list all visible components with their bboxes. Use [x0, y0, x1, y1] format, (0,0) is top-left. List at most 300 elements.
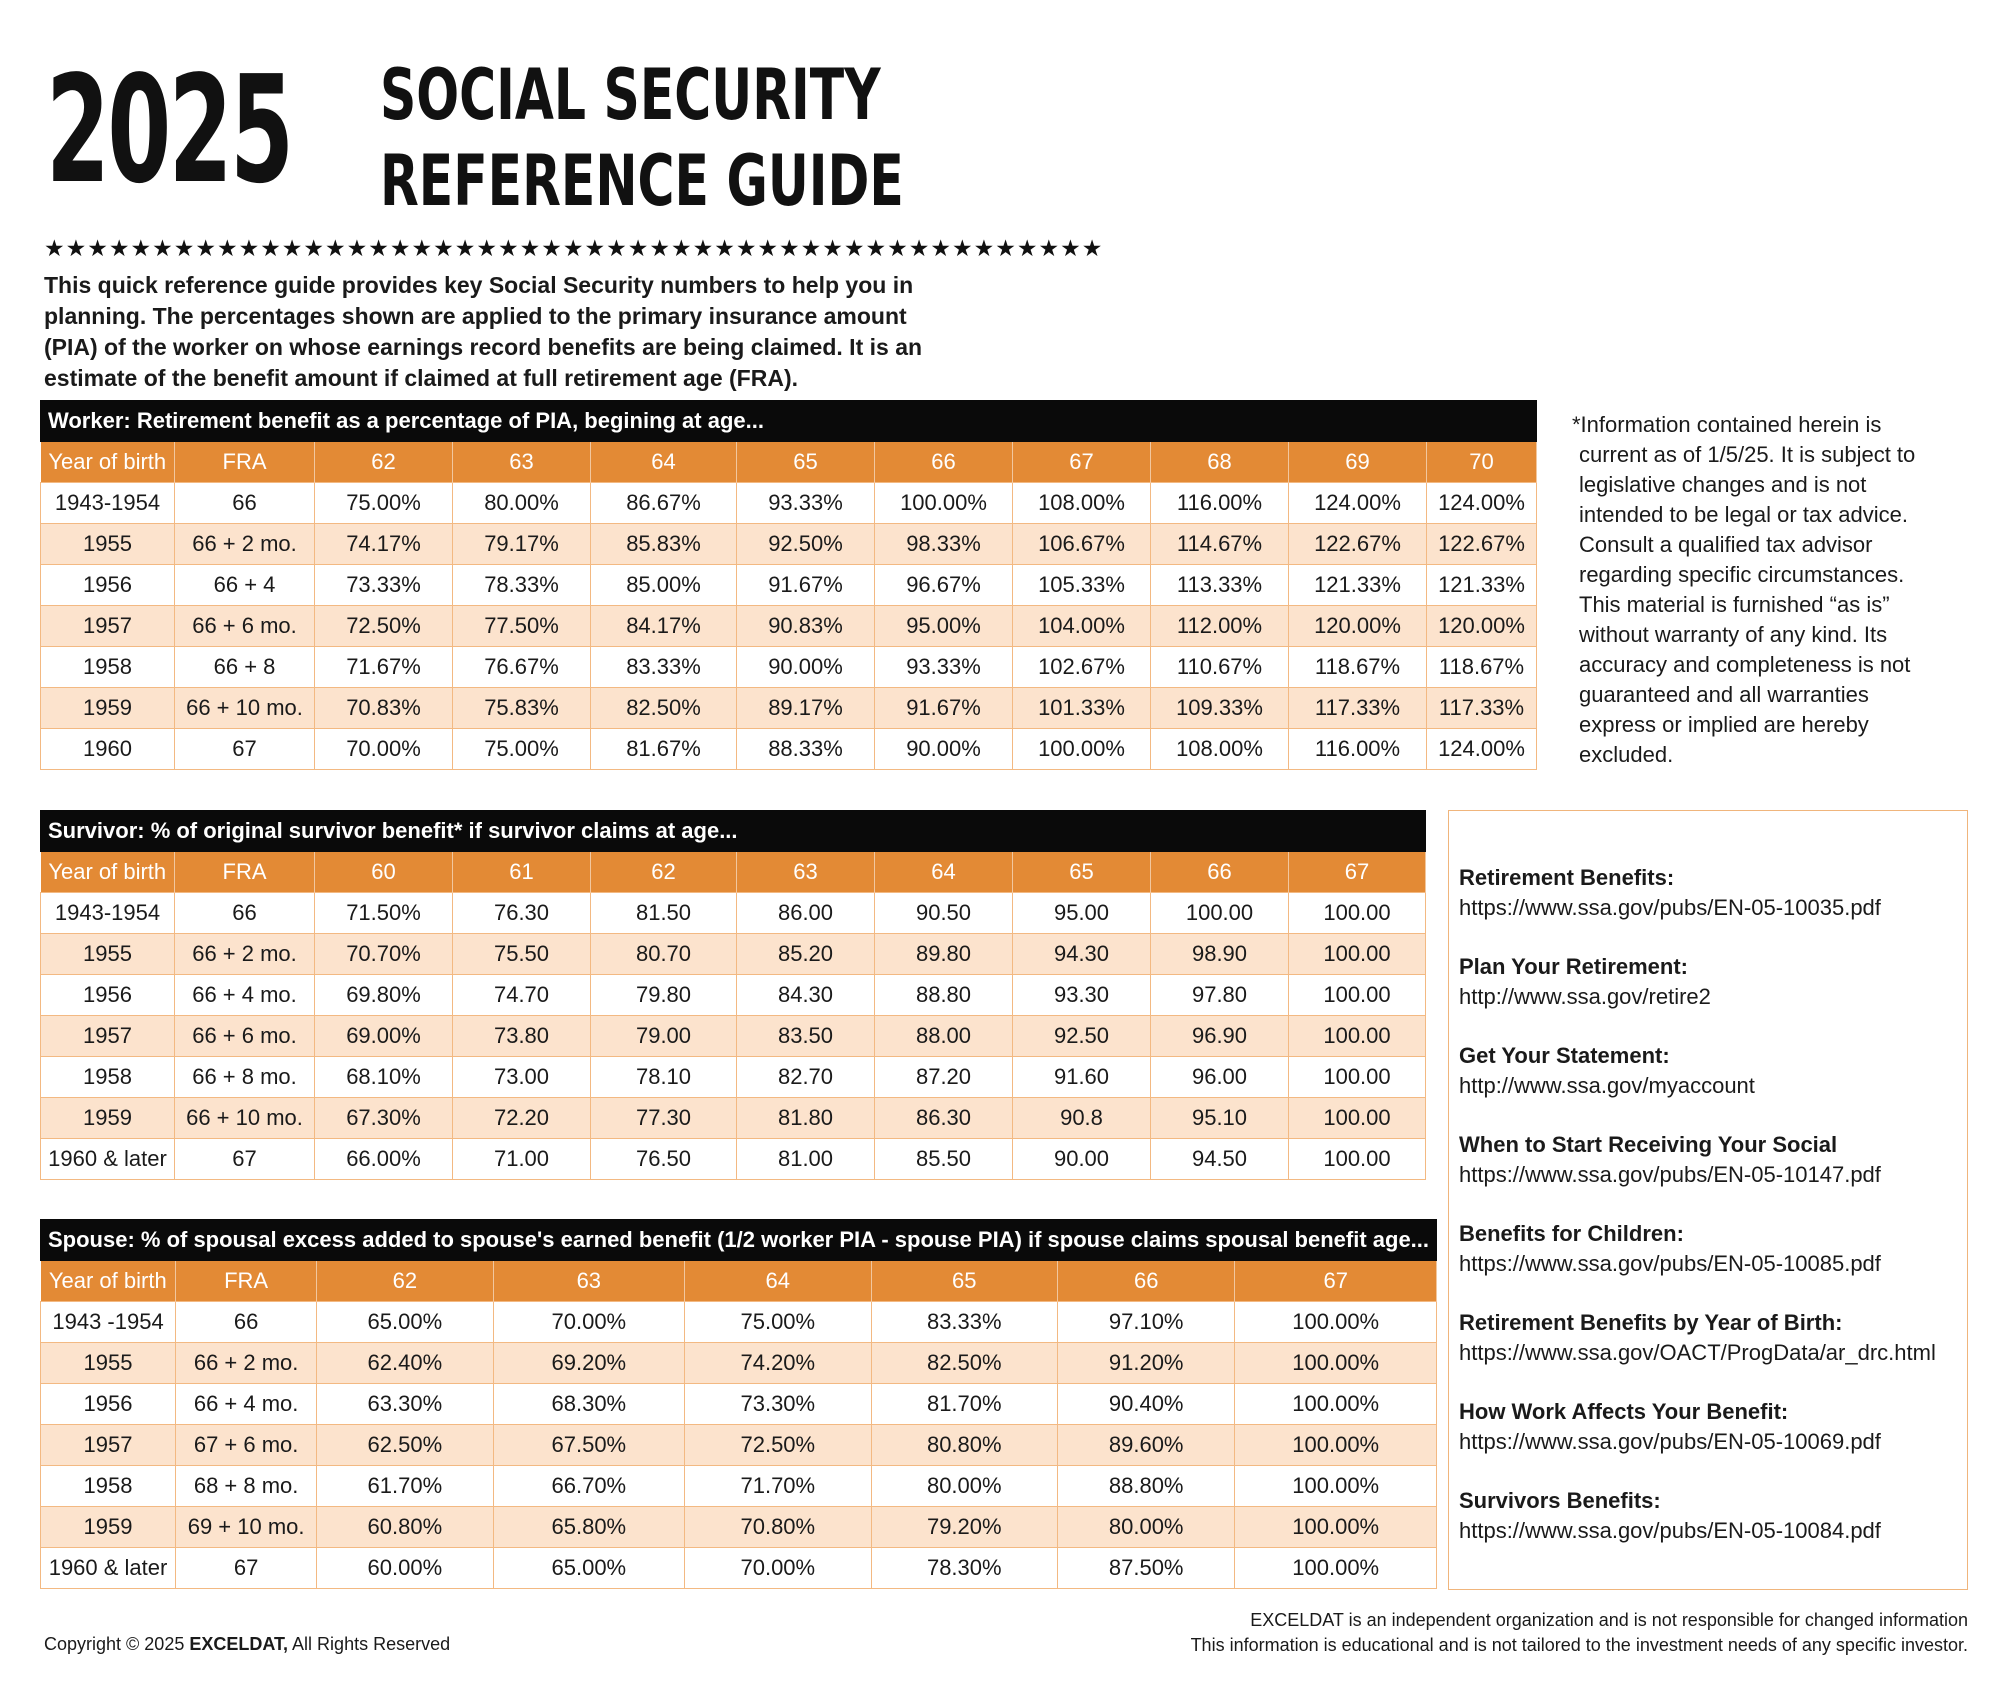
table-cell: 108.00%: [1013, 483, 1151, 524]
table-cell: 96.00: [1151, 1057, 1289, 1098]
table-cell: 80.00%: [871, 1466, 1057, 1507]
worker-header-cell: 68: [1151, 442, 1289, 483]
survivor-header-cell: Year of birth: [41, 852, 175, 893]
table-row: [41, 606, 1537, 647]
spouse-header-cell: 65: [871, 1261, 1057, 1302]
table-cell: 75.00%: [453, 729, 591, 770]
spouse-header-cell: Year of birth: [41, 1261, 176, 1302]
table-cell: 114.67%: [1151, 524, 1289, 565]
resource-link-item: [1459, 863, 1881, 923]
spouse-header-cell: 62: [317, 1261, 493, 1302]
table-cell: 66: [175, 483, 315, 524]
table-cell: 105.33%: [1013, 565, 1151, 606]
table-cell: 73.00: [453, 1057, 591, 1098]
table-row: [41, 893, 1426, 934]
table-cell: 63.30%: [317, 1384, 493, 1425]
table-cell: 88.00: [875, 1016, 1013, 1057]
table-cell: 79.20%: [871, 1507, 1057, 1548]
table-cell: 69 + 10 mo.: [176, 1507, 317, 1548]
worker-table-title: Worker: Retirement benefit as a percentage of PIA, begining at age...: [40, 400, 1537, 442]
resource-link-title: How Work Affects Your Benefit:: [1459, 1399, 1789, 1424]
table-row: [41, 729, 1537, 770]
table-cell: 66 + 6 mo.: [175, 1016, 315, 1057]
table-cell: 116.00%: [1289, 729, 1427, 770]
table-cell: 80.70: [591, 934, 737, 975]
resource-link-title: Plan Your Retirement:: [1459, 954, 1689, 979]
worker-header-cell: 67: [1013, 442, 1151, 483]
table-row: [41, 565, 1537, 606]
table-cell: 122.67%: [1427, 524, 1537, 565]
table-cell: 75.50: [453, 934, 591, 975]
table-cell: 74.20%: [685, 1343, 871, 1384]
table-cell: 73.80: [453, 1016, 591, 1057]
survivor-header-cell: 65: [1013, 852, 1151, 893]
table-cell: 90.83%: [737, 606, 875, 647]
table-cell: 97.80: [1151, 975, 1289, 1016]
table-cell: 93.33%: [875, 647, 1013, 688]
survivor-header-cell: 62: [591, 852, 737, 893]
table-cell: 124.00%: [1427, 729, 1537, 770]
table-cell: 66 + 2 mo.: [175, 934, 315, 975]
table-cell: 90.00: [1013, 1139, 1151, 1180]
table-cell: 1955: [41, 1343, 176, 1384]
table-cell: 100.00: [1289, 1016, 1426, 1057]
resource-link-item: [1459, 1041, 1755, 1101]
note-line: current as of 1/5/25. It is subject to: [1579, 442, 1916, 467]
table-cell: 124.00%: [1427, 483, 1537, 524]
table-cell: 83.33%: [591, 647, 737, 688]
table-cell: 68 + 8 mo.: [176, 1466, 317, 1507]
resource-link-title: Benefits for Children:: [1459, 1221, 1684, 1246]
worker-header-cell: FRA: [175, 442, 315, 483]
table-cell: 1958: [41, 647, 175, 688]
table-cell: 70.70%: [315, 934, 453, 975]
table-cell: 69.80%: [315, 975, 453, 1016]
table-cell: 117.33%: [1427, 688, 1537, 729]
resource-link-url[interactable]: http://www.ssa.gov/retire2: [1459, 984, 1711, 1009]
table-cell: 90.40%: [1058, 1384, 1235, 1425]
table-cell: 90.00%: [737, 647, 875, 688]
copyright-suffix: All Rights Reserved: [288, 1634, 451, 1654]
table-cell: 121.33%: [1427, 565, 1537, 606]
table-row: [41, 1302, 1437, 1343]
table-cell: 94.30: [1013, 934, 1151, 975]
table-cell: 87.50%: [1058, 1548, 1235, 1589]
page-title-line-1: SOCIAL SECURITY: [380, 54, 881, 136]
resource-link-title: Survivors Benefits:: [1459, 1488, 1661, 1513]
table-cell: 65.00%: [493, 1548, 685, 1589]
table-cell: 94.50: [1151, 1139, 1289, 1180]
worker-header-cell: 64: [591, 442, 737, 483]
table-cell: 90.8: [1013, 1098, 1151, 1139]
table-cell: 70.00%: [493, 1302, 685, 1343]
table-cell: 89.17%: [737, 688, 875, 729]
worker-header-cell: 62: [315, 442, 453, 483]
table-cell: 100.00%: [1235, 1507, 1437, 1548]
table-cell: 79.80: [591, 975, 737, 1016]
table-cell: 1959: [41, 688, 175, 729]
table-cell: 62.40%: [317, 1343, 493, 1384]
table-cell: 66 + 8 mo.: [175, 1057, 315, 1098]
table-cell: 77.50%: [453, 606, 591, 647]
table-cell: 66 + 8: [175, 647, 315, 688]
note-line: regarding specific circumstances.: [1579, 562, 1905, 587]
table-cell: 80.00%: [453, 483, 591, 524]
worker-header-cell: 63: [453, 442, 591, 483]
table-row: [41, 1057, 1426, 1098]
table-cell: 76.30: [453, 893, 591, 934]
table-cell: 66: [175, 893, 315, 934]
table-cell: 100.00%: [1235, 1302, 1437, 1343]
table-cell: 86.30: [875, 1098, 1013, 1139]
table-row: [41, 1384, 1437, 1425]
table-row: [41, 1016, 1426, 1057]
table-cell: 75.83%: [453, 688, 591, 729]
survivor-table: [40, 810, 1426, 1180]
table-cell: 77.30: [591, 1098, 737, 1139]
table-cell: 1958: [41, 1466, 176, 1507]
table-cell: 76.50: [591, 1139, 737, 1180]
worker-header-cell: 66: [875, 442, 1013, 483]
table-cell: 66.70%: [493, 1466, 685, 1507]
resource-link-title: Retirement Benefits:: [1459, 865, 1675, 890]
table-cell: 100.00%: [1235, 1425, 1437, 1466]
table-cell: 81.50: [591, 893, 737, 934]
table-cell: 86.67%: [591, 483, 737, 524]
resource-link-url[interactable]: https://www.ssa.gov/pubs/EN-05-10035.pdf: [1459, 895, 1881, 920]
table-cell: 1957: [41, 1425, 176, 1466]
table-cell: 78.33%: [453, 565, 591, 606]
table-cell: 95.10: [1151, 1098, 1289, 1139]
table-cell: 116.00%: [1151, 483, 1289, 524]
table-row: [41, 1507, 1437, 1548]
table-cell: 101.33%: [1013, 688, 1151, 729]
resource-link-url[interactable]: https://www.ssa.gov/pubs/EN-05-10069.pdf: [1459, 1429, 1881, 1454]
spouse-header-cell: FRA: [176, 1261, 317, 1302]
worker-header-cell: 69: [1289, 442, 1427, 483]
table-cell: 70.80%: [685, 1507, 871, 1548]
table-cell: 69.00%: [315, 1016, 453, 1057]
table-cell: 73.30%: [685, 1384, 871, 1425]
survivor-header-cell: 60: [315, 852, 453, 893]
table-cell: 1957: [41, 606, 175, 647]
table-cell: 84.17%: [591, 606, 737, 647]
table-cell: 93.33%: [737, 483, 875, 524]
note-line: intended to be legal or tax advice.: [1579, 502, 1909, 527]
footer-disclaimer-line-2: This information is educational and is not tailored to the investment needs of any specific investor.: [1190, 1635, 1968, 1655]
table-cell: 71.70%: [685, 1466, 871, 1507]
table-row: [41, 647, 1537, 688]
table-cell: 71.00: [453, 1139, 591, 1180]
resource-link-url[interactable]: https://www.ssa.gov/OACT/ProgData/ar_drc.html: [1459, 1340, 1936, 1365]
table-cell: 78.30%: [871, 1548, 1057, 1589]
table-cell: 1959: [41, 1098, 175, 1139]
table-cell: 95.00: [1013, 893, 1151, 934]
table-cell: 117.33%: [1289, 688, 1427, 729]
table-cell: 70.83%: [315, 688, 453, 729]
resource-link-url[interactable]: http://www.ssa.gov/myaccount: [1459, 1073, 1755, 1098]
resource-link-item: [1459, 1308, 1936, 1368]
table-cell: 91.20%: [1058, 1343, 1235, 1384]
resources-box: [1448, 810, 1968, 1590]
table-cell: 81.67%: [591, 729, 737, 770]
table-cell: 106.67%: [1013, 524, 1151, 565]
survivor-header-cell: 61: [453, 852, 591, 893]
table-cell: 1956: [41, 565, 175, 606]
table-cell: 83.33%: [871, 1302, 1057, 1343]
table-cell: 83.50: [737, 1016, 875, 1057]
table-cell: 93.30: [1013, 975, 1151, 1016]
resource-link-item: [1459, 1486, 1881, 1546]
table-cell: 95.00%: [875, 606, 1013, 647]
table-cell: 102.67%: [1013, 647, 1151, 688]
resource-link-url[interactable]: https://www.ssa.gov/pubs/EN-05-10084.pdf: [1459, 1518, 1881, 1543]
table-cell: 1960: [41, 729, 175, 770]
page-year: 2025: [46, 44, 292, 216]
table-cell: 1956: [41, 1384, 176, 1425]
table-cell: 68.10%: [315, 1057, 453, 1098]
table-cell: 67.30%: [315, 1098, 453, 1139]
table-cell: 70.00%: [685, 1548, 871, 1589]
table-cell: 85.00%: [591, 565, 737, 606]
copyright-brand: EXCELDAT,: [189, 1634, 289, 1654]
table-cell: 71.50%: [315, 893, 453, 934]
table-cell: 65.00%: [317, 1302, 493, 1343]
resource-link-item: [1459, 1219, 1881, 1279]
table-cell: 91.67%: [737, 565, 875, 606]
table-cell: 76.67%: [453, 647, 591, 688]
table-row: [41, 483, 1537, 524]
table-cell: 82.50%: [871, 1343, 1057, 1384]
worker-header-cell: Year of birth: [41, 442, 175, 483]
table-row: [41, 1139, 1426, 1180]
table-cell: 88.33%: [737, 729, 875, 770]
survivor-header-cell: 64: [875, 852, 1013, 893]
table-cell: 73.33%: [315, 565, 453, 606]
spouse-table-title: Spouse: % of spousal excess added to spouse's earned benefit (1/2 worker PIA - spouse PIA) if spouse claims spousal benefit age...: [40, 1219, 1437, 1261]
table-cell: 1943-1954: [41, 483, 175, 524]
table-cell: 74.17%: [315, 524, 453, 565]
table-cell: 82.70: [737, 1057, 875, 1098]
note-line: excluded.: [1579, 742, 1674, 767]
table-cell: 100.00%: [1013, 729, 1151, 770]
table-cell: 82.50%: [591, 688, 737, 729]
table-cell: 100.00: [1289, 1057, 1426, 1098]
table-cell: 121.33%: [1289, 565, 1427, 606]
table-cell: 1955: [41, 934, 175, 975]
table-cell: 67.50%: [493, 1425, 685, 1466]
table-cell: 100.00: [1289, 1139, 1426, 1180]
table-cell: 62.50%: [317, 1425, 493, 1466]
spouse-header-cell: 67: [1235, 1261, 1437, 1302]
table-cell: 1958: [41, 1057, 175, 1098]
table-cell: 75.00%: [315, 483, 453, 524]
table-row: [41, 1098, 1426, 1139]
table-cell: 89.80: [875, 934, 1013, 975]
table-cell: 1955: [41, 524, 175, 565]
resource-link-item: [1459, 1397, 1881, 1457]
table-cell: 97.10%: [1058, 1302, 1235, 1343]
table-row: [41, 1466, 1437, 1507]
table-cell: 81.80: [737, 1098, 875, 1139]
table-cell: 66: [176, 1302, 317, 1343]
table-cell: 85.20: [737, 934, 875, 975]
note-line: accuracy and completeness is not: [1579, 652, 1911, 677]
table-cell: 100.00: [1289, 934, 1426, 975]
table-cell: 90.00%: [875, 729, 1013, 770]
survivor-table-title: Survivor: % of original survivor benefit* if survivor claims at age...: [40, 810, 1426, 852]
table-cell: 66 + 2 mo.: [176, 1343, 317, 1384]
survivor-header-cell: 66: [1151, 852, 1289, 893]
table-cell: 67: [176, 1548, 317, 1589]
table-cell: 1943 -1954: [41, 1302, 176, 1343]
table-cell: 88.80%: [1058, 1466, 1235, 1507]
table-cell: 66 + 10 mo.: [175, 1098, 315, 1139]
table-cell: 79.00: [591, 1016, 737, 1057]
table-cell: 96.90: [1151, 1016, 1289, 1057]
table-cell: 86.00: [737, 893, 875, 934]
resource-link-title: Retirement Benefits by Year of Birth:: [1459, 1310, 1843, 1335]
page-title-line-2: REFERENCE GUIDE: [380, 140, 904, 222]
footer-disclaimer: [1191, 1608, 1968, 1658]
survivor-header-cell: 63: [737, 852, 875, 893]
table-cell: 89.60%: [1058, 1425, 1235, 1466]
table-cell: 80.00%: [1058, 1507, 1235, 1548]
table-row: [41, 1343, 1437, 1384]
table-cell: 100.00: [1151, 893, 1289, 934]
table-cell: 80.80%: [871, 1425, 1057, 1466]
table-cell: 98.90: [1151, 934, 1289, 975]
table-cell: 120.00%: [1289, 606, 1427, 647]
table-cell: 100.00%: [1235, 1343, 1437, 1384]
table-cell: 66 + 6 mo.: [175, 606, 315, 647]
table-row: [41, 688, 1537, 729]
table-cell: 79.17%: [453, 524, 591, 565]
table-row: [41, 524, 1537, 565]
table-cell: 92.50%: [737, 524, 875, 565]
intro-text: This quick reference guide provides key Social Security numbers to help you in planning. The percentages shown are applied to the primary insurance amount (PIA) of the worker on whose earnings record benefits are being claimed. It is an estimate of the benefit amount if claimed at full retirement age (FRA).: [44, 272, 923, 391]
resource-link-url[interactable]: https://www.ssa.gov/pubs/EN-05-10085.pdf: [1459, 1251, 1881, 1276]
table-cell: 100.00: [1289, 893, 1426, 934]
spouse-table: [40, 1219, 1437, 1589]
note-line: without warranty of any kind. Its: [1579, 622, 1888, 647]
table-row: [41, 934, 1426, 975]
resource-link-url[interactable]: https://www.ssa.gov/pubs/EN-05-10147.pdf: [1459, 1162, 1881, 1187]
table-cell: 110.67%: [1151, 647, 1289, 688]
copyright: [44, 1634, 450, 1655]
table-cell: 120.00%: [1427, 606, 1537, 647]
table-cell: 84.30: [737, 975, 875, 1016]
stars-divider: ★★★★★★★★★★★★★★★★★★★★★★★★★★★★★★★★★★★★★★★★★★★★★★★★★: [44, 235, 1104, 261]
table-cell: 87.20: [875, 1057, 1013, 1098]
table-cell: 100.00%: [1235, 1384, 1437, 1425]
table-cell: 100.00: [1289, 1098, 1426, 1139]
table-cell: 81.70%: [871, 1384, 1057, 1425]
table-cell: 100.00%: [1235, 1548, 1437, 1589]
table-cell: 88.80: [875, 975, 1013, 1016]
table-row: [41, 1548, 1437, 1589]
table-cell: 81.00: [737, 1139, 875, 1180]
resource-link-item: [1459, 1130, 1881, 1190]
footer-disclaimer-line-1: EXCELDAT is an independent organization and is not responsible for changed information: [1250, 1610, 1968, 1630]
table-cell: 118.67%: [1289, 647, 1427, 688]
worker-header-cell: 65: [737, 442, 875, 483]
table-cell: 1943-1954: [41, 893, 175, 934]
table-cell: 68.30%: [493, 1384, 685, 1425]
table-cell: 100.00%: [875, 483, 1013, 524]
worker-table: [40, 400, 1537, 770]
table-cell: 1960 & later: [41, 1548, 176, 1589]
table-cell: 104.00%: [1013, 606, 1151, 647]
table-cell: 72.20: [453, 1098, 591, 1139]
table-row: [41, 1425, 1437, 1466]
spouse-header-cell: 66: [1058, 1261, 1235, 1302]
table-cell: 75.00%: [685, 1302, 871, 1343]
table-cell: 1959: [41, 1507, 176, 1548]
table-cell: 71.67%: [315, 647, 453, 688]
table-cell: 85.83%: [591, 524, 737, 565]
table-cell: 98.33%: [875, 524, 1013, 565]
table-cell: 65.80%: [493, 1507, 685, 1548]
table-cell: 124.00%: [1289, 483, 1427, 524]
survivor-header-cell: 67: [1289, 852, 1426, 893]
table-cell: 78.10: [591, 1057, 737, 1098]
table-cell: 1960 & later: [41, 1139, 175, 1180]
spouse-header-cell: 63: [493, 1261, 685, 1302]
note-line: express or implied are hereby: [1579, 712, 1869, 737]
note-line: legislative changes and is not: [1579, 472, 1867, 497]
note-line: This material is furnished “as is”: [1579, 592, 1890, 617]
table-row: [41, 975, 1426, 1016]
resource-link-item: [1459, 952, 1711, 1012]
survivor-header-cell: FRA: [175, 852, 315, 893]
table-cell: 96.67%: [875, 565, 1013, 606]
table-cell: 67 + 6 mo.: [176, 1425, 317, 1466]
disclaimer-note: [1572, 410, 1972, 770]
table-cell: 1957: [41, 1016, 175, 1057]
table-cell: 109.33%: [1151, 688, 1289, 729]
resource-link-title: Get Your Statement:: [1459, 1043, 1670, 1068]
table-cell: 118.67%: [1427, 647, 1537, 688]
table-cell: 92.50: [1013, 1016, 1151, 1057]
note-line: Consult a qualified tax advisor: [1579, 532, 1873, 557]
table-cell: 1956: [41, 975, 175, 1016]
copyright-prefix: Copyright © 2025: [44, 1634, 190, 1654]
table-cell: 67: [175, 1139, 315, 1180]
table-cell: 60.00%: [317, 1548, 493, 1589]
table-cell: 66 + 2 mo.: [175, 524, 315, 565]
table-cell: 122.67%: [1289, 524, 1427, 565]
spouse-header-cell: 64: [685, 1261, 871, 1302]
table-cell: 113.33%: [1151, 565, 1289, 606]
table-cell: 66 + 4 mo.: [175, 975, 315, 1016]
note-line: guaranteed and all warranties: [1579, 682, 1869, 707]
table-cell: 108.00%: [1151, 729, 1289, 770]
table-cell: 91.60: [1013, 1057, 1151, 1098]
table-cell: 70.00%: [315, 729, 453, 770]
worker-header-cell: 70: [1427, 442, 1537, 483]
table-cell: 72.50%: [315, 606, 453, 647]
table-cell: 66 + 10 mo.: [175, 688, 315, 729]
table-cell: 100.00: [1289, 975, 1426, 1016]
table-cell: 66 + 4 mo.: [176, 1384, 317, 1425]
table-cell: 66.00%: [315, 1139, 453, 1180]
table-cell: 61.70%: [317, 1466, 493, 1507]
table-cell: 66 + 4: [175, 565, 315, 606]
table-cell: 72.50%: [685, 1425, 871, 1466]
table-cell: 67: [175, 729, 315, 770]
table-cell: 74.70: [453, 975, 591, 1016]
